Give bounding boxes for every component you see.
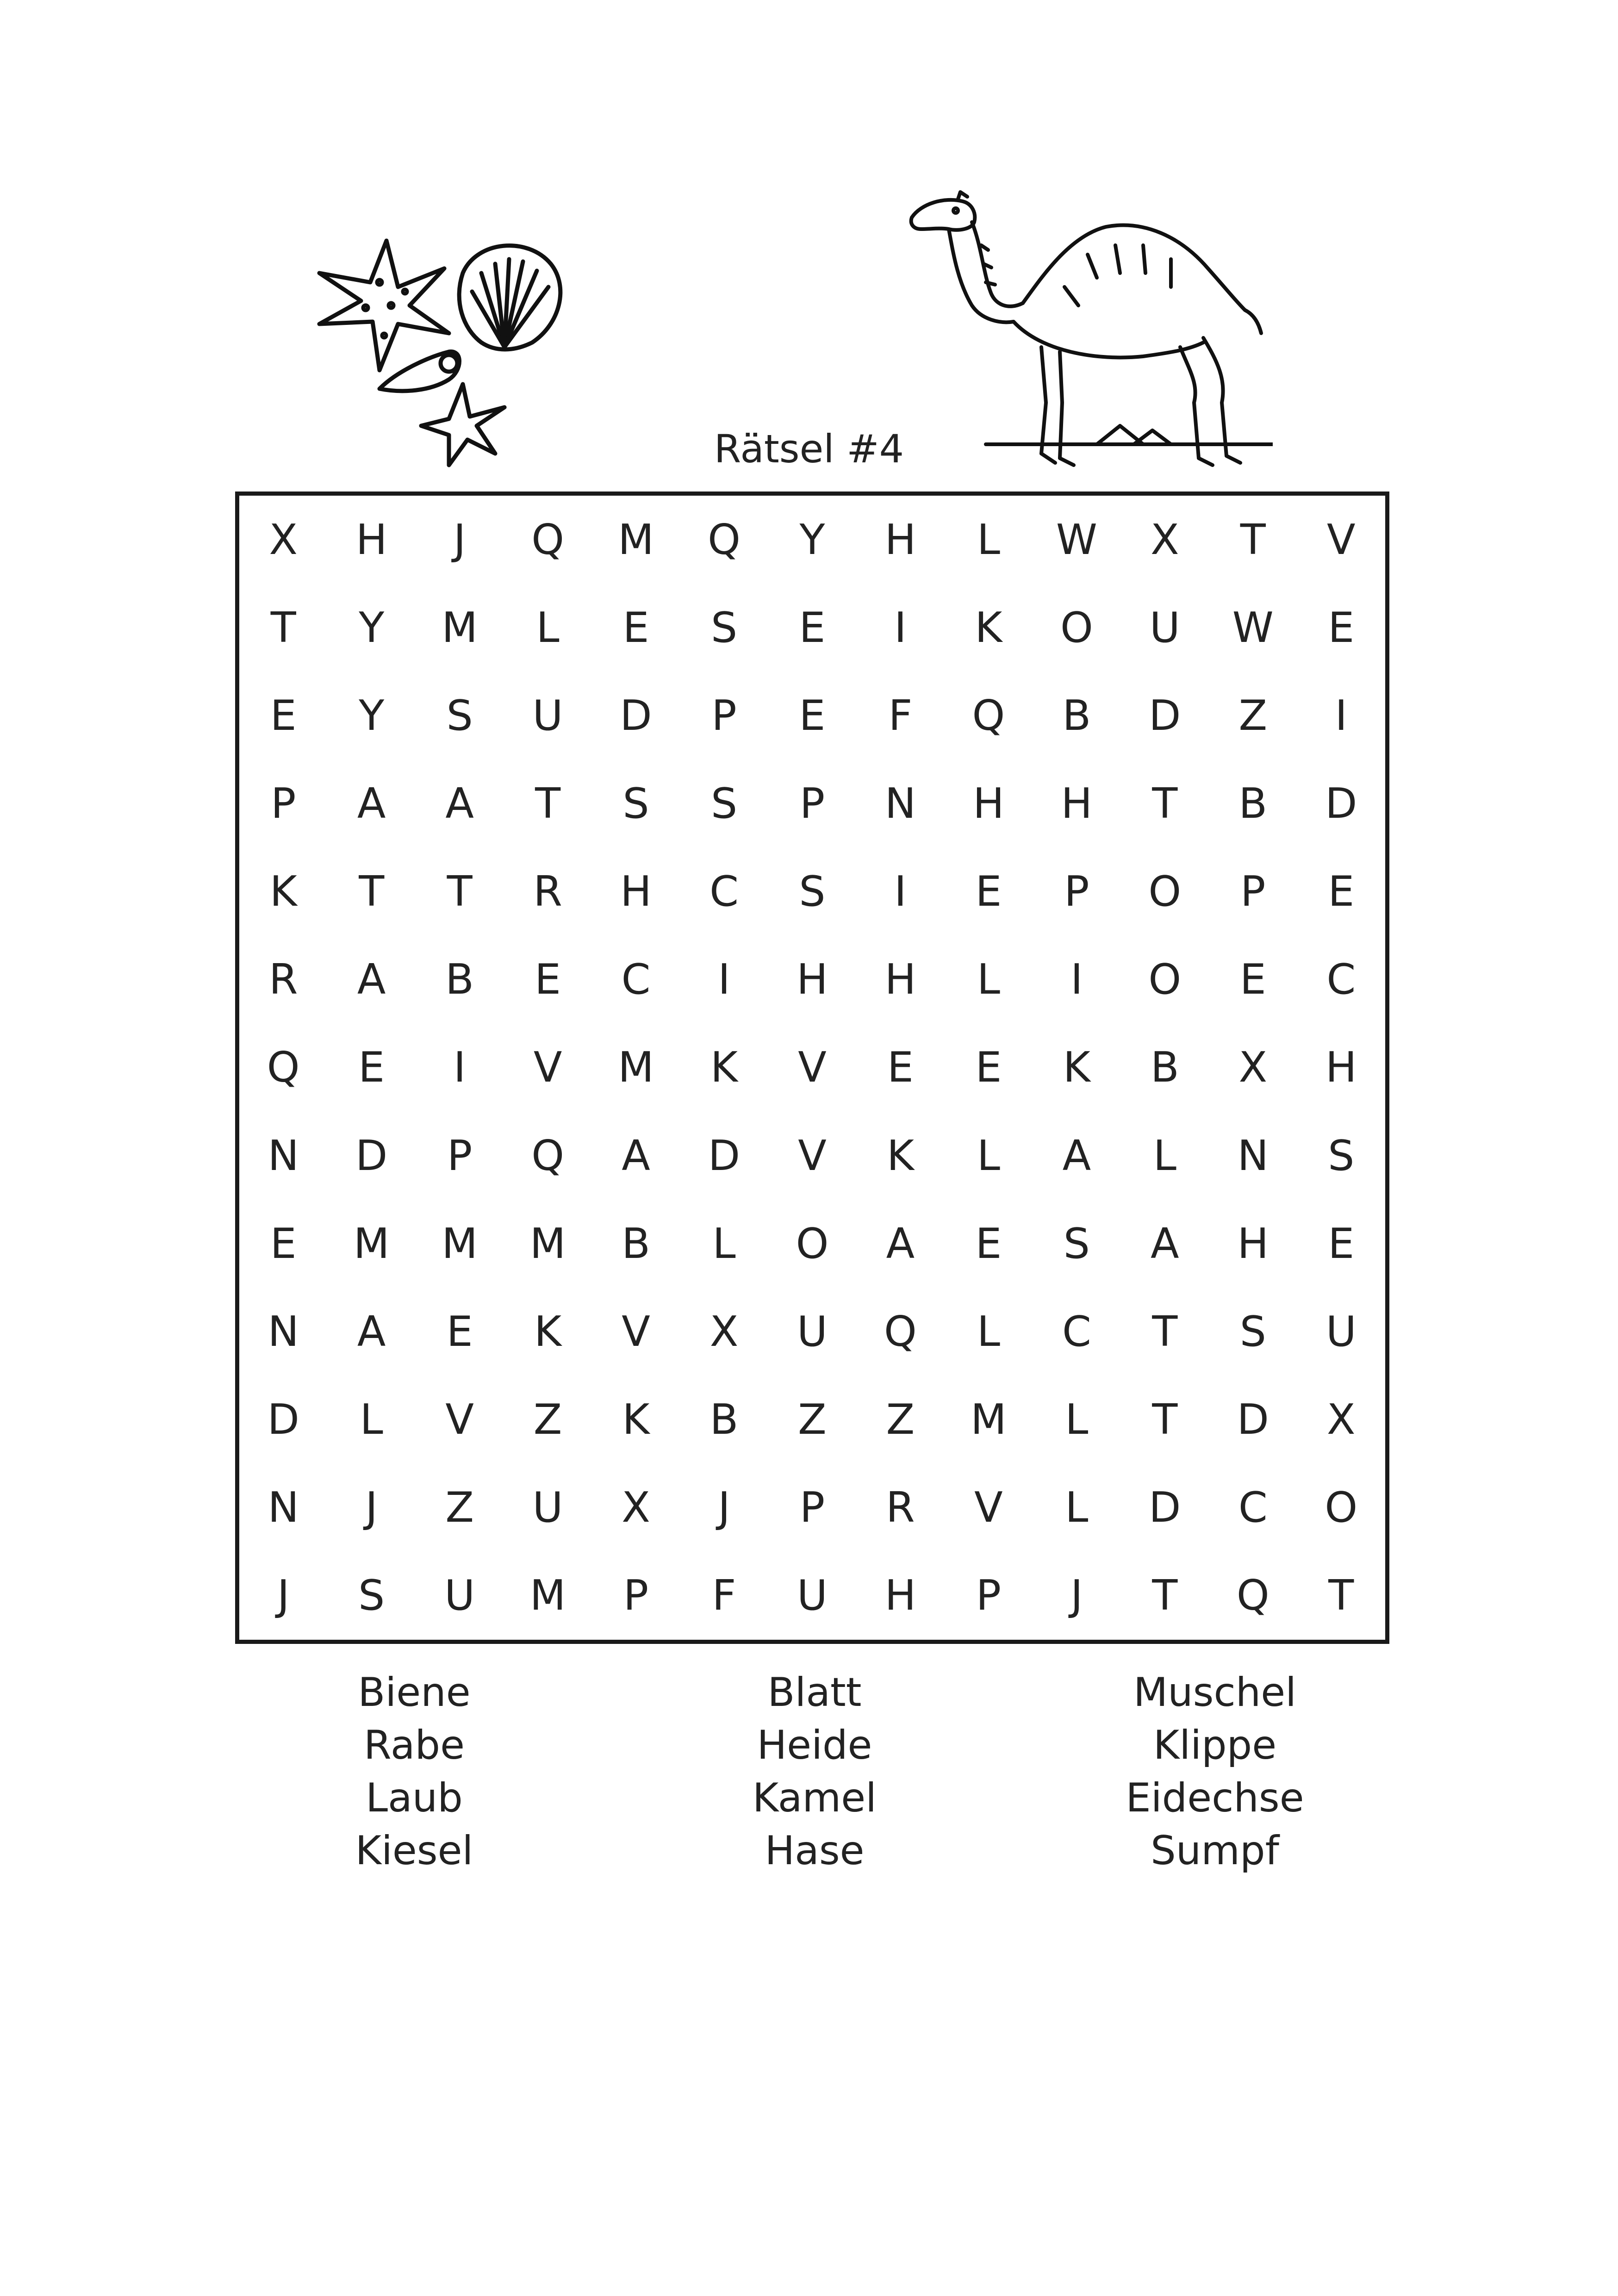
grid-letter: L bbox=[977, 515, 1000, 564]
grid-letter: K bbox=[975, 603, 1002, 652]
grid-letter: X bbox=[709, 1307, 739, 1356]
grid-letter: V bbox=[798, 1043, 827, 1092]
grid-letter: Q bbox=[531, 515, 565, 564]
grid-letter: E bbox=[975, 1043, 1002, 1092]
grid-letter: T bbox=[1240, 515, 1266, 564]
grid-letter: A bbox=[445, 779, 474, 828]
grid-letter: C bbox=[709, 867, 739, 916]
grid-letter: E bbox=[270, 691, 297, 740]
grid-letter: J bbox=[277, 1571, 290, 1620]
grid-letter: L bbox=[536, 603, 560, 652]
grid-letter: B bbox=[445, 955, 474, 1004]
grid-letter: K bbox=[886, 1131, 914, 1180]
grid-letter: J bbox=[718, 1483, 730, 1532]
grid-letter: Z bbox=[798, 1395, 827, 1444]
grid-letter: O bbox=[796, 1219, 829, 1268]
grid-letter: S bbox=[622, 779, 649, 828]
grid-letter: H bbox=[973, 779, 1004, 828]
word-item: Heide bbox=[757, 1722, 872, 1768]
grid-letter: E bbox=[799, 603, 826, 652]
grid-letter: T bbox=[1152, 1571, 1178, 1620]
grid-letter: T bbox=[270, 603, 296, 652]
grid-letter: H bbox=[884, 515, 916, 564]
grid-letter: Q bbox=[884, 1307, 917, 1356]
grid-letter: E bbox=[975, 867, 1002, 916]
grid-letter: P bbox=[711, 691, 737, 740]
grid-letter: Z bbox=[886, 1395, 915, 1444]
grid-letter: C bbox=[1238, 1483, 1268, 1532]
grid-letter: M bbox=[971, 1395, 1007, 1444]
grid-letter: E bbox=[535, 955, 561, 1004]
grid-letter: V bbox=[622, 1307, 650, 1356]
grid-letter: P bbox=[799, 779, 825, 828]
grid-letter: I bbox=[894, 603, 907, 652]
grid-letter: E bbox=[975, 1219, 1002, 1268]
grid-letter: F bbox=[712, 1571, 736, 1620]
grid-letter: H bbox=[797, 955, 828, 1004]
grid-letter: T bbox=[1152, 1395, 1178, 1444]
grid-letter: O bbox=[1060, 603, 1093, 652]
grid-letter: D bbox=[1325, 779, 1357, 828]
grid-letter: E bbox=[622, 603, 649, 652]
grid-letter: T bbox=[1328, 1571, 1354, 1620]
grid-letter: L bbox=[712, 1219, 736, 1268]
grid-letter: K bbox=[710, 1043, 738, 1092]
word-item: Kiesel bbox=[355, 1828, 473, 1874]
grid-letter: Z bbox=[1238, 691, 1268, 740]
grid-letter: R bbox=[886, 1483, 915, 1532]
grid-letter: Z bbox=[533, 1395, 562, 1444]
grid-letter: L bbox=[1153, 1131, 1176, 1180]
grid-letter: M bbox=[529, 1219, 566, 1268]
grid-letter: P bbox=[271, 779, 296, 828]
grid-letter: T bbox=[1152, 1307, 1178, 1356]
grid-letter: I bbox=[1070, 955, 1083, 1004]
word-item: Laub bbox=[366, 1775, 463, 1821]
grid-letter: W bbox=[1232, 603, 1274, 652]
grid-letter: M bbox=[529, 1571, 566, 1620]
puzzle-title: Rätsel #4 bbox=[714, 426, 904, 472]
grid-letter: A bbox=[357, 955, 386, 1004]
grid-letter: D bbox=[355, 1131, 388, 1180]
grid-letter: R bbox=[268, 955, 298, 1004]
grid-letter: D bbox=[1149, 1483, 1181, 1532]
grid-letter: E bbox=[270, 1219, 297, 1268]
grid-letter: E bbox=[1328, 867, 1355, 916]
grid-letter: O bbox=[1148, 867, 1182, 916]
grid-letter: H bbox=[620, 867, 652, 916]
grid-letter: N bbox=[268, 1483, 299, 1532]
grid-letter: P bbox=[799, 1483, 825, 1532]
grid-letter: L bbox=[977, 1131, 1000, 1180]
word-list-column-2 bbox=[653, 1666, 977, 1877]
grid-letter: Q bbox=[972, 691, 1005, 740]
grid-letter: O bbox=[1325, 1483, 1358, 1532]
grid-letter: R bbox=[533, 867, 562, 916]
grid-letter: S bbox=[446, 691, 473, 740]
grid-letter: V bbox=[974, 1483, 1003, 1532]
grid-letter: V bbox=[1326, 515, 1356, 564]
word-item: Kamel bbox=[752, 1775, 877, 1821]
grid-letter: H bbox=[1061, 779, 1093, 828]
grid-letter: J bbox=[365, 1483, 378, 1532]
grid-letter: E bbox=[799, 691, 826, 740]
grid-letter: E bbox=[1239, 955, 1266, 1004]
grid-letter: P bbox=[976, 1571, 1002, 1620]
grid-letter: H bbox=[1325, 1043, 1357, 1092]
grid-letter: S bbox=[710, 779, 738, 828]
grid-letter: A bbox=[886, 1219, 915, 1268]
grid-letter: N bbox=[1237, 1131, 1269, 1180]
word-item: Sumpf bbox=[1151, 1828, 1279, 1874]
grid-letter: N bbox=[884, 779, 916, 828]
grid-letter: C bbox=[621, 955, 651, 1004]
grid-letter: H bbox=[355, 515, 387, 564]
grid-letter: X bbox=[622, 1483, 650, 1532]
grid-letter: X bbox=[1326, 1395, 1356, 1444]
grid-letter: Q bbox=[708, 515, 741, 564]
grid-letter: T bbox=[535, 779, 561, 828]
grid-letter: S bbox=[1239, 1307, 1266, 1356]
grid-letter: V bbox=[533, 1043, 562, 1092]
grid-letter: T bbox=[1152, 779, 1178, 828]
grid-letter: U bbox=[532, 691, 563, 740]
grid-letter: P bbox=[1240, 867, 1266, 916]
grid-letter: E bbox=[887, 1043, 914, 1092]
grid-letter: T bbox=[359, 867, 385, 916]
letter-grid bbox=[239, 496, 1385, 1640]
grid-letter: U bbox=[797, 1307, 828, 1356]
grid-letter: T bbox=[447, 867, 473, 916]
grid-letter: X bbox=[1238, 1043, 1268, 1092]
grid-letter: L bbox=[1065, 1483, 1089, 1532]
grid-letter: V bbox=[445, 1395, 474, 1444]
word-item: Muschel bbox=[1133, 1669, 1297, 1716]
word-list-column-1 bbox=[252, 1666, 576, 1877]
grid-letter: H bbox=[884, 955, 916, 1004]
grid-letter: C bbox=[1062, 1307, 1091, 1356]
grid-letter: J bbox=[1070, 1571, 1083, 1620]
grid-letter: A bbox=[357, 779, 386, 828]
grid-letter: E bbox=[1328, 603, 1355, 652]
grid-letter: K bbox=[622, 1395, 650, 1444]
grid-letter: J bbox=[453, 515, 466, 564]
word-item: Klippe bbox=[1153, 1722, 1277, 1768]
grid-letter: C bbox=[1326, 955, 1356, 1004]
grid-letter: K bbox=[269, 867, 297, 916]
grid-letter: M bbox=[618, 1043, 654, 1092]
grid-letter: I bbox=[453, 1043, 466, 1092]
grid-letter: U bbox=[532, 1483, 563, 1532]
grid-letter: M bbox=[442, 603, 478, 652]
grid-letter: Y bbox=[799, 515, 825, 564]
word-item: Hase bbox=[765, 1828, 865, 1874]
word-item: Rabe bbox=[363, 1722, 465, 1768]
grid-letter: X bbox=[269, 515, 298, 564]
grid-letter: L bbox=[1065, 1395, 1089, 1444]
grid-letter: H bbox=[1237, 1219, 1269, 1268]
grid-letter: X bbox=[1151, 515, 1179, 564]
grid-letter: W bbox=[1056, 515, 1097, 564]
grid-letter: H bbox=[884, 1571, 916, 1620]
grid-letter: I bbox=[1335, 691, 1348, 740]
word-item: Eidechse bbox=[1126, 1775, 1304, 1821]
grid-letter: L bbox=[977, 1307, 1000, 1356]
grid-letter: Q bbox=[1236, 1571, 1270, 1620]
grid-letter: U bbox=[1149, 603, 1180, 652]
grid-letter: D bbox=[708, 1131, 741, 1180]
grid-letter: B bbox=[1238, 779, 1268, 828]
grid-letter: M bbox=[618, 515, 654, 564]
grid-letter: Y bbox=[359, 691, 385, 740]
grid-letter: P bbox=[447, 1131, 473, 1180]
grid-letter: N bbox=[268, 1131, 299, 1180]
grid-letter: N bbox=[268, 1307, 299, 1356]
grid-letter: A bbox=[1062, 1131, 1091, 1180]
grid-letter: L bbox=[360, 1395, 383, 1444]
grid-letter: L bbox=[977, 955, 1000, 1004]
grid-letter: S bbox=[710, 603, 738, 652]
grid-letter: M bbox=[442, 1219, 478, 1268]
grid-letter: B bbox=[1062, 691, 1091, 740]
word-item: Blatt bbox=[767, 1669, 862, 1716]
grid-letter: P bbox=[1064, 867, 1089, 916]
grid-letter: Z bbox=[445, 1483, 474, 1532]
word-item: Biene bbox=[358, 1669, 471, 1716]
grid-letter: E bbox=[446, 1307, 473, 1356]
grid-letter: E bbox=[358, 1043, 385, 1092]
grid-letter: E bbox=[1328, 1219, 1355, 1268]
grid-letter: V bbox=[798, 1131, 827, 1180]
word-list-column-3 bbox=[1053, 1666, 1377, 1877]
grid-letter: U bbox=[1326, 1307, 1357, 1356]
grid-letter: D bbox=[1149, 691, 1181, 740]
grid-letter: B bbox=[622, 1219, 650, 1268]
grid-letter: D bbox=[1237, 1395, 1269, 1444]
grid-letter: F bbox=[888, 691, 913, 740]
grid-letter: P bbox=[623, 1571, 649, 1620]
grid-letter: S bbox=[358, 1571, 385, 1620]
grid-letter: Q bbox=[267, 1043, 300, 1092]
grid-letter: I bbox=[718, 955, 730, 1004]
grid-letter: K bbox=[534, 1307, 562, 1356]
grid-letter: Y bbox=[359, 603, 385, 652]
grid-letter: S bbox=[1328, 1131, 1355, 1180]
grid-letter: D bbox=[620, 691, 652, 740]
grid-letter: D bbox=[267, 1395, 299, 1444]
grid-letter: M bbox=[353, 1219, 390, 1268]
grid-letter: S bbox=[1063, 1219, 1090, 1268]
grid-letter: U bbox=[797, 1571, 828, 1620]
grid-letter: B bbox=[709, 1395, 739, 1444]
grid-letter: B bbox=[1150, 1043, 1179, 1092]
grid-letter: O bbox=[1148, 955, 1182, 1004]
grid-letter: A bbox=[357, 1307, 386, 1356]
grid-letter: A bbox=[1151, 1219, 1179, 1268]
grid-letter: Q bbox=[531, 1131, 565, 1180]
grid-letter: A bbox=[622, 1131, 650, 1180]
grid-letter: I bbox=[894, 867, 907, 916]
grid-letter: S bbox=[799, 867, 826, 916]
word-search-grid bbox=[235, 492, 1389, 1644]
grid-letter: U bbox=[444, 1571, 475, 1620]
grid-letter: K bbox=[1063, 1043, 1090, 1092]
